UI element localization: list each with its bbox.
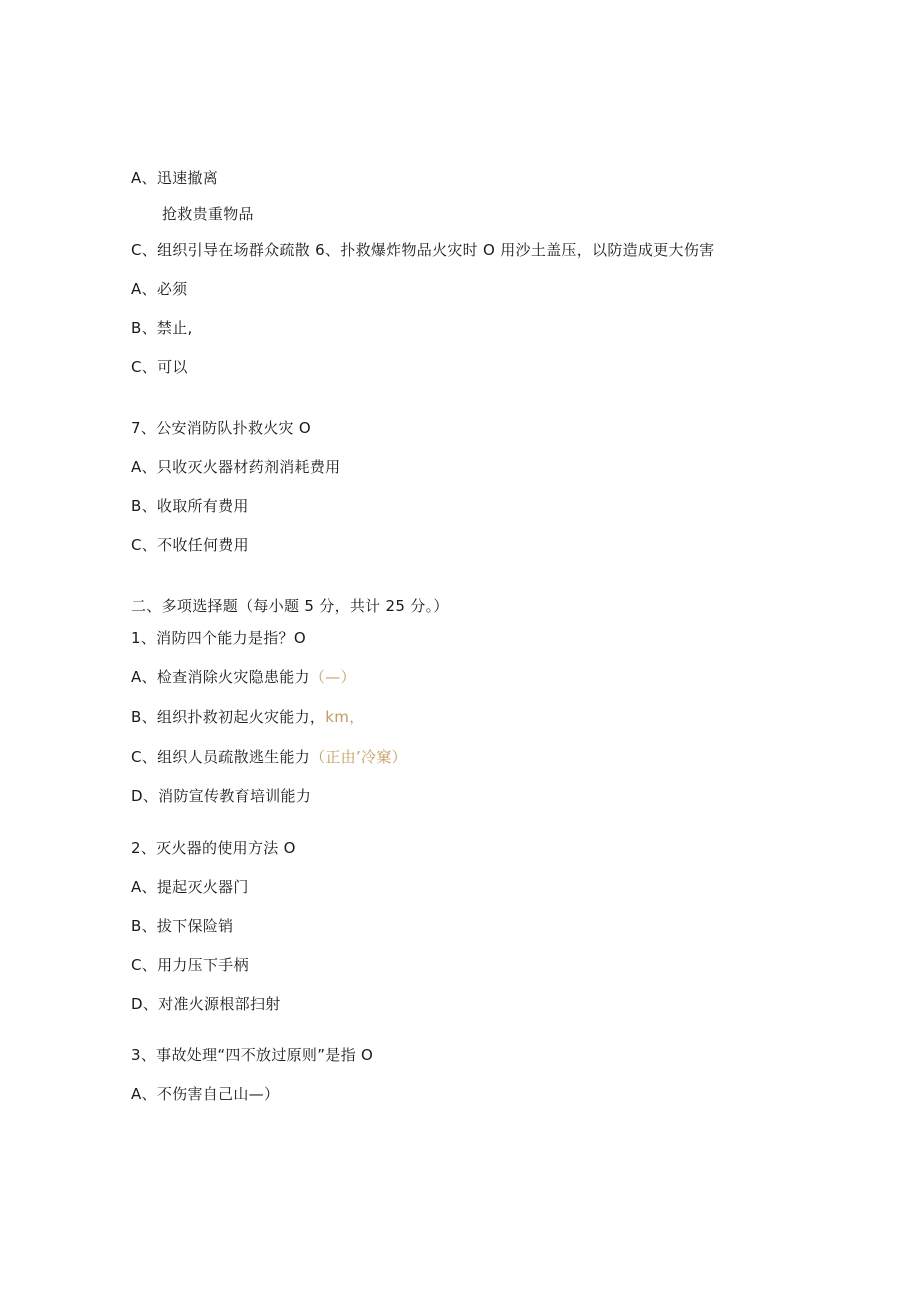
option-c-and-question-6: C、组织引导在场群众疏散 6、扑救爆炸物品火灾时 O 用沙土盖压，以防造成更大伤害 [131,241,715,259]
option-c-no-fee: C、不收任何费用 [131,536,249,554]
question-7: 7、公安消防队扑救火灾 O [131,419,312,437]
option-b-forbid: B、禁止, [131,319,193,337]
mc-option-c [131,747,407,767]
q2-option-d: D、对准火源根部扫射 [131,995,281,1013]
q2-option-b: B、拔下保险销 [131,917,234,935]
section-heading-multiple-choice: 二、多项选择题（每小题 5 分，共计 25 分。） [131,597,449,615]
handwritten-note: （正由’冷窠） [310,748,407,766]
option-a-must: A、必须 [131,280,188,298]
q2-option-a: A、提起灭火器门 [131,878,249,896]
mc-option-d: D、消防宣传教育培训能力 [131,787,312,805]
mc-option-b [131,707,364,727]
q2-option-c: C、用力压下手柄 [131,956,249,974]
handwritten-note: km， [325,708,365,726]
mc-question-3: 3、事故处理“四不放过原则”是指 O [131,1046,374,1064]
mc-option-a [131,667,356,687]
option-a-fee-materials: A、只收灭火器材药剂消耗费用 [131,458,341,476]
mc-option-b-text: B、组织扑救初起火灾能力， [131,708,326,726]
mc-option-a-text: A、检查消除火灾隐患能力 [131,668,310,686]
option-c-may: C、可以 [131,358,188,376]
mc-question-1: 1、消防四个能力是指？O [131,629,306,647]
q3-option-a: A、不伤害自己山—） [131,1085,280,1103]
option-b-fee-all: B、收取所有费用 [131,497,249,515]
mc-option-c-text: C、组织人员疏散逃生能力 [131,748,311,766]
option-b-rescue-valuables: 抢救贵重物品 [162,205,254,223]
handwritten-note: （—） [309,668,356,686]
mc-question-2: 2、灭火器的使用方法 O [131,839,296,857]
option-a-evacuate: A、迅速撤离 [131,169,219,187]
